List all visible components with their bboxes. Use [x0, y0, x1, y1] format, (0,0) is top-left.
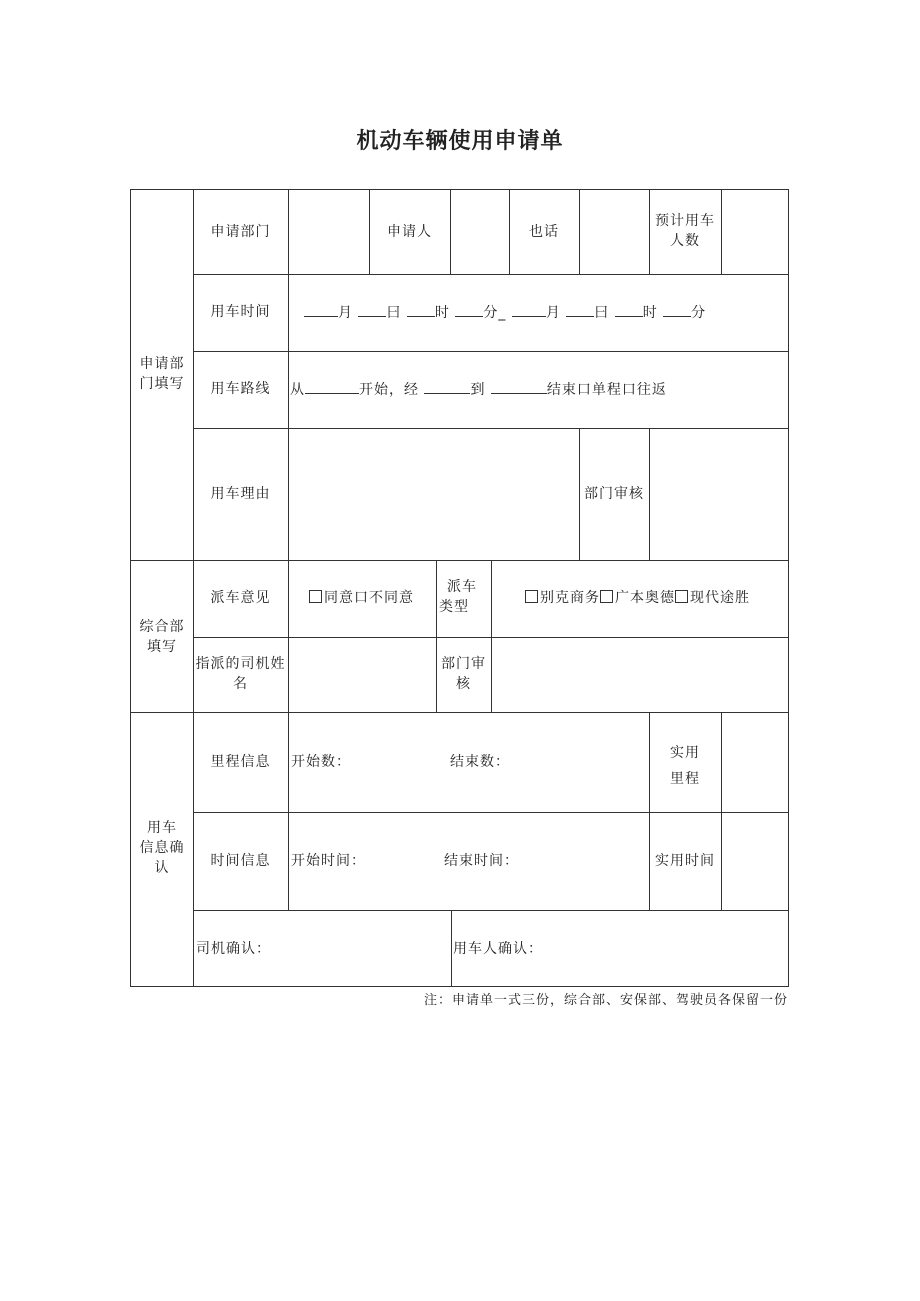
- section-confirm-label: 用车 信息确 认: [139, 820, 185, 876]
- user-confirm-label: 用车人确认：: [453, 941, 543, 957]
- table-border-bottom: [130, 986, 789, 987]
- phone-label: 也话: [529, 224, 559, 240]
- car-type-options: 别克商务 广本奥德 现代途胜: [525, 588, 750, 608]
- end-time-label: 结束时间：: [444, 853, 519, 869]
- dept-label: 申请部门: [210, 224, 271, 240]
- dispatch-label: 派车意见: [210, 590, 271, 606]
- end-number-label: 结束数：: [450, 754, 510, 770]
- applicant-value-cell[interactable]: [450, 189, 509, 274]
- table-border-right: [788, 189, 789, 987]
- dept-value-cell[interactable]: [288, 189, 369, 274]
- driver-confirm-label: 司机确认：: [196, 941, 271, 957]
- mileage-label: 里程信息: [210, 754, 271, 770]
- buick-checkbox[interactable]: [525, 590, 538, 603]
- dept-review-value-cell[interactable]: [649, 428, 789, 560]
- audi-checkbox[interactable]: [600, 590, 613, 603]
- section-applicant-label: 申请部 门填写: [139, 356, 185, 392]
- actual-time-value-cell[interactable]: [721, 812, 789, 910]
- passengers-value-cell[interactable]: [721, 189, 789, 274]
- hyundai-checkbox[interactable]: [675, 590, 688, 603]
- time-line: 月 曰 时 分_ 月 曰 时 分: [304, 302, 706, 323]
- time-label: 用车时间: [210, 304, 271, 320]
- reason-label: 用车理由: [210, 486, 271, 502]
- time-info-label: 时间信息: [210, 853, 271, 869]
- car-type-label: 派车 类型: [439, 579, 477, 615]
- section-admin-label: 综合部 填写: [139, 619, 185, 655]
- passengers-label: 预计用车 人数: [655, 213, 715, 249]
- agree-checkbox[interactable]: [309, 590, 322, 603]
- form-title: 机动车辆使用申请单: [356, 129, 564, 154]
- start-time-label: 开始时间：: [291, 853, 366, 869]
- driver-name-label: 指派的司机姓 名: [195, 656, 286, 692]
- route-line: 从 开始，经 到 结束口单程口往返: [290, 379, 667, 400]
- driver-name-value-cell[interactable]: [288, 637, 436, 712]
- dispatch-opinion: 同意口不同意: [309, 588, 414, 608]
- start-number-label: 开始数：: [291, 754, 351, 770]
- admin-review-label: 部门审 核: [441, 656, 486, 692]
- reason-value-cell[interactable]: [288, 428, 579, 560]
- route-label: 用车路线: [210, 381, 271, 397]
- footnote: 注：申请单一式三份，综合部、安保部、驾驶员各保留一份: [423, 993, 788, 1008]
- actual-mileage-label: 实用 里程: [670, 745, 700, 787]
- actual-mileage-value-cell[interactable]: [721, 712, 789, 812]
- admin-review-value-cell[interactable]: [491, 637, 789, 712]
- dept-review-label: 部门审核: [584, 486, 644, 502]
- applicant-label: 申请人: [387, 224, 432, 240]
- phone-value-cell[interactable]: [579, 189, 649, 274]
- actual-time-label: 实用时间: [655, 853, 715, 869]
